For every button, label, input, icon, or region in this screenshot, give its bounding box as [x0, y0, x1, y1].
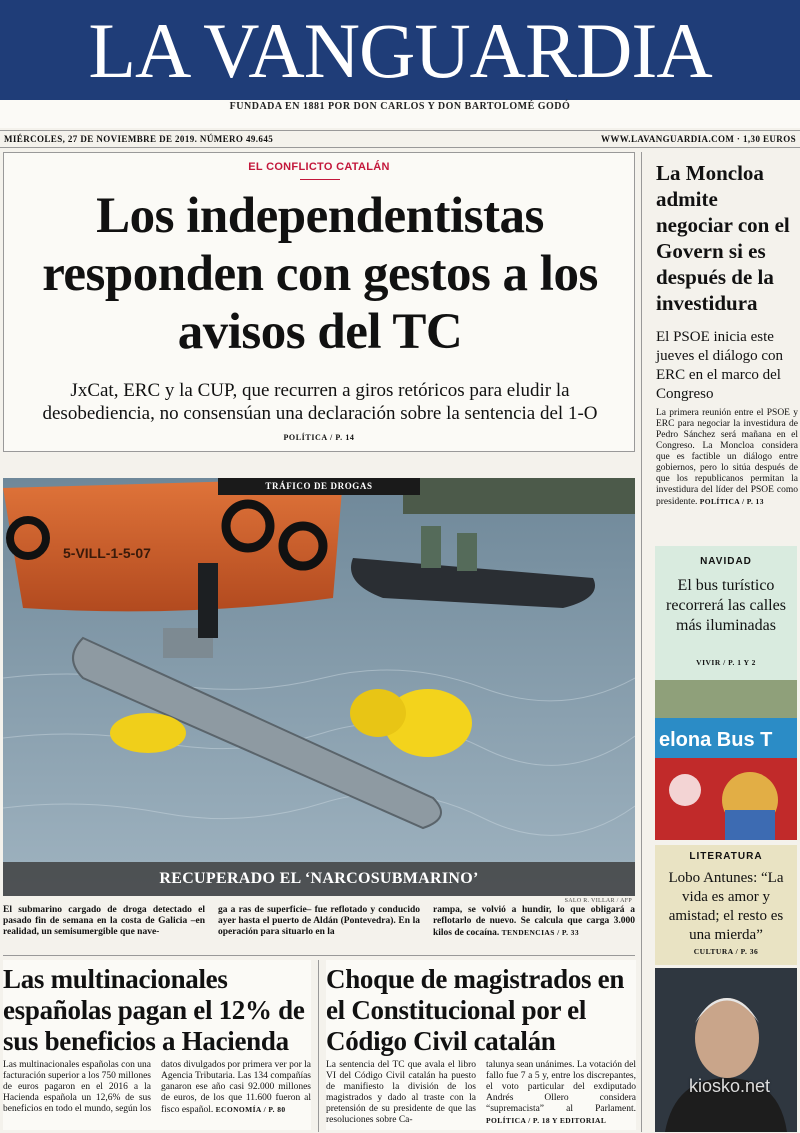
photo-credit: SALO R. VILLAR / AFP: [564, 898, 632, 904]
lead-page-ref: POLÍTICA / P. 14: [283, 433, 355, 442]
bus-sign-text: elona Bus T: [659, 729, 773, 751]
watermark-logo: kiosko.net: [688, 1076, 770, 1096]
bus-illustration: [655, 680, 797, 840]
box-title[interactable]: El bus turístico recorrerá las calles más iluminadas: [666, 577, 786, 634]
box-section-tag: LITERATURA: [689, 851, 763, 862]
caption-text: rampa, se volvió a hundir, lo que obligará a reflotarlo de nuevo. Se calcula que carga 3.000 kilos de cocaína.: [433, 905, 635, 938]
story-magistrados[interactable]: [326, 960, 636, 1130]
masthead: [0, 0, 800, 128]
section-divider: [3, 955, 635, 956]
story-headline[interactable]: Choque de magistrados en el Constitucional por el Código Civil catalán: [326, 964, 625, 1056]
issue-date: MIÉRCOLES, 27 DE NOVIEMBRE DE 2019. NÚMERO 49.645: [4, 134, 274, 144]
photo-section-tag: TRÁFICO DE DROGAS: [218, 478, 420, 495]
story-page-ref: POLÍTICA / P. 18 Y EDITORIAL: [486, 1116, 607, 1125]
sidebar-body: [656, 408, 798, 508]
box-page-ref: VIVIR / P. 1 Y 2: [696, 658, 756, 667]
caption-page-ref: TENDENCIAS / P. 33: [501, 928, 579, 937]
column-divider: [318, 960, 319, 1132]
caption-column: ga a ras de superficie– fue reflotado y conducido ayer hasta el puerto de Aldán (Pontevedra). En la operación para situarlo en la: [218, 905, 420, 937]
author-portrait[interactable]: [655, 968, 797, 1132]
tour-bus-photo[interactable]: [655, 680, 797, 840]
newspaper-title[interactable]: LA VANGUARDIA: [88, 7, 712, 94]
caption-column: El submarino cargado de droga detectado el pasado fin de semana en la costa de Galicia –en realidad, un semisumergible que nave-: [3, 905, 205, 937]
photo-caption: [3, 905, 635, 943]
navidad-box[interactable]: [655, 546, 797, 680]
story-multinacionales[interactable]: [3, 960, 311, 1130]
box-page-ref: CULTURA / P. 36: [693, 947, 759, 956]
lead-section-tag: EL CONFLICTO CATALÁN: [248, 161, 390, 173]
dateline: [0, 130, 800, 148]
sidebar-page-ref: POLÍTICA / P. 13: [699, 497, 764, 506]
lead-story[interactable]: [3, 152, 635, 452]
masthead-subtitle: FUNDADA EN 1881 POR DON CARLOS Y DON BARTOLOMÉ GODÓ: [229, 101, 571, 112]
sidebar-headline[interactable]: La Moncloa admite negociar con el Govern si es después de la investidura: [656, 161, 790, 315]
box-title[interactable]: Lobo Antunes: “La vida es amor y amistad; el resto es una mierda”: [668, 870, 784, 943]
narcosubmarine-photo[interactable]: [3, 478, 635, 896]
sidebar-divider: [641, 152, 642, 1132]
sidebar-deck: El PSOE inicia este jueves el diálogo con ERC en el marco del Congreso: [656, 329, 784, 402]
story-text: datos divulgados por primera ver por la Agencia Tributaria. Las 134 compañías ganaron ese año casi 92.000 millones de euros, de los que 11.600 fueron al fisco español.: [161, 1060, 311, 1115]
story-column: [161, 1060, 311, 1116]
box-section-tag: NAVIDAD: [700, 556, 752, 567]
story-text: talunya sean unánimes. La votación del fallo fue 7 a 5 y, entre los discrepantes, el voto particular del exdiputado Andrés Ollero considera “supremacista” al Parlament.: [486, 1060, 636, 1114]
section-rule: [300, 179, 340, 180]
story-page-ref: ECONOMÍA / P. 80: [215, 1105, 286, 1114]
caption-column: [433, 905, 635, 939]
boat-registration: 5-VILL-1-5-07: [63, 545, 151, 561]
story-column: Las multinacionales españolas con una facturación superior a los 750 millones de euros pagaron en el 2016 a la Hacienda española un 12,6% de sus beneficios en todo el mundo, según los: [3, 1060, 152, 1114]
literatura-box[interactable]: [655, 845, 797, 965]
photo-illustration: [3, 478, 635, 896]
story-column: [486, 1060, 636, 1127]
sidebar-text: La primera reunión entre el PSOE y ERC para negociar la investidura de Pedro Sánchez será mañana en el Congreso. La Moncloa considera que es factible un diálogo entre gobiernos, pero lo sitúa después de que los republicanos permitan la investidura del líder del PSOE como presidente.: [656, 408, 798, 507]
lead-deck: JxCat, ERC y la CUP, que recurren a giros retóricos para eludir la desobediencia, no consensúan una declaración sobre la sentencia del 1-O: [42, 380, 598, 424]
story-headline[interactable]: Las multinacionales españolas pagan el 12% de sus beneficios a Hacienda: [3, 964, 305, 1056]
portrait-illustration: [655, 968, 797, 1132]
photo-caption-title: RECUPERADO EL ‘NARCOSUBMARINO’: [3, 862, 635, 896]
lead-headline[interactable]: Los independentistas responden con gestos a los avisos del TC: [42, 188, 598, 360]
site-and-price[interactable]: WWW.LAVANGUARDIA.COM · 1,30 EUROS: [600, 134, 796, 144]
story-column: La sentencia del TC que avala el libro VI del Código Civil catalán ha puesto de manifiesto la división de los magistrados y dado al traste con la pretensión de su presidente de que las resoluciones sobre Ca-: [326, 1060, 476, 1125]
